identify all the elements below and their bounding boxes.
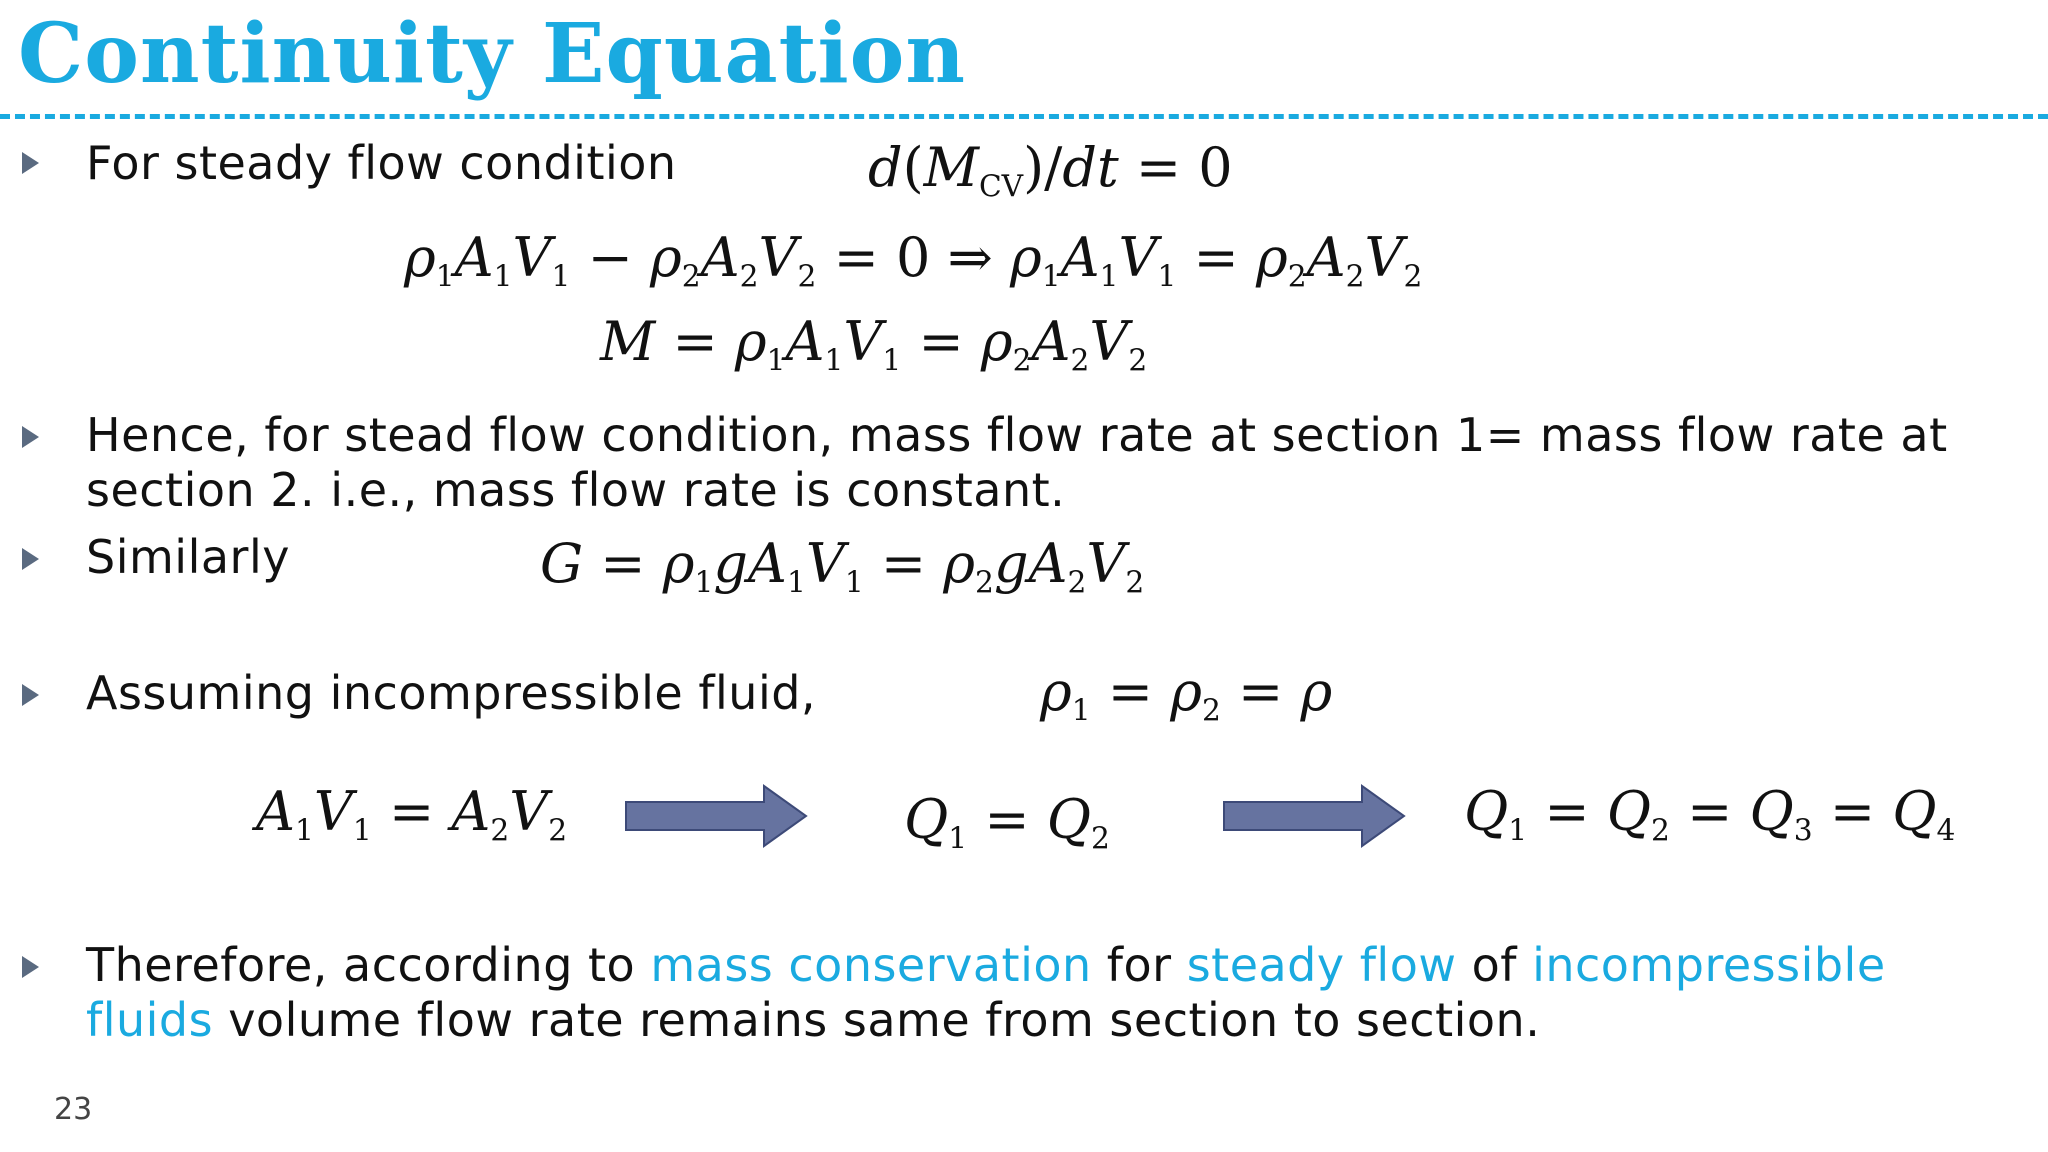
- highlight-incompressible-fluids: incompressible fluids: [86, 938, 1886, 1047]
- equation-q-pair: $Q_1 = Q_2$: [904, 788, 1110, 857]
- bullet-incompressible-text: Assuming incompressible fluid,: [86, 666, 817, 720]
- bullet-hence-text: Hence, for stead flow condition, mass flow rate at section 1= mass flow rate at section 2. i.e., mass flow rate is constant.: [86, 408, 1948, 517]
- bullet-marker-icon: [22, 548, 39, 570]
- highlight-steady-flow: steady flow: [1186, 938, 1457, 992]
- bullet-marker-icon: [22, 426, 39, 448]
- bullet-steady-flow-text: For steady flow condition: [86, 136, 677, 190]
- bullet-similarly-text: Similarly: [86, 530, 290, 584]
- equation-density-equal: $\rho_1 = \rho_2 = \rho$: [1040, 660, 1333, 729]
- equation-mass-rate: $M = \rho_1A_1V_1 = \rho_2A_2V_2$: [600, 310, 1148, 379]
- equation-area-velocity: $A_1V_1 = A_2V_2$: [256, 780, 568, 849]
- slide-title: Continuity Equation: [18, 6, 966, 102]
- bullet-marker-icon: [22, 956, 39, 978]
- bullet-marker-icon: [22, 152, 39, 174]
- title-divider: [0, 114, 2048, 119]
- equation-weight-rate: $G = \rho_1gA_1V_1 = \rho_2gA_2V_2$: [540, 532, 1145, 601]
- highlight-mass-conservation: mass conservation: [650, 938, 1092, 992]
- page-number: 23: [54, 1092, 93, 1127]
- right-arrow-icon: [624, 784, 808, 848]
- equation-q-chain: $Q_1 = Q_2 = Q_3 = Q_4$: [1464, 780, 1956, 849]
- bullet-therefore-text: [86, 938, 2016, 1048]
- equation-dm-dt: $d(M_{CV})/dt = 0$: [868, 136, 1233, 205]
- bullet-marker-icon: [22, 684, 39, 706]
- therefore-text-part: volume flow rate remains same from section to section.: [213, 993, 1541, 1047]
- therefore-text-part: Therefore, according to: [86, 938, 651, 992]
- therefore-text-part: for: [1091, 938, 1187, 992]
- therefore-text-part: of: [1456, 938, 1533, 992]
- right-arrow-icon: [1222, 784, 1406, 848]
- equation-mass-balance: $\rho_1A_1V_1 - \rho_2A_2V_2 = 0$ ⇒ $\rho_1A_1V_1 = \rho_2A_2V_2$: [404, 226, 1423, 295]
